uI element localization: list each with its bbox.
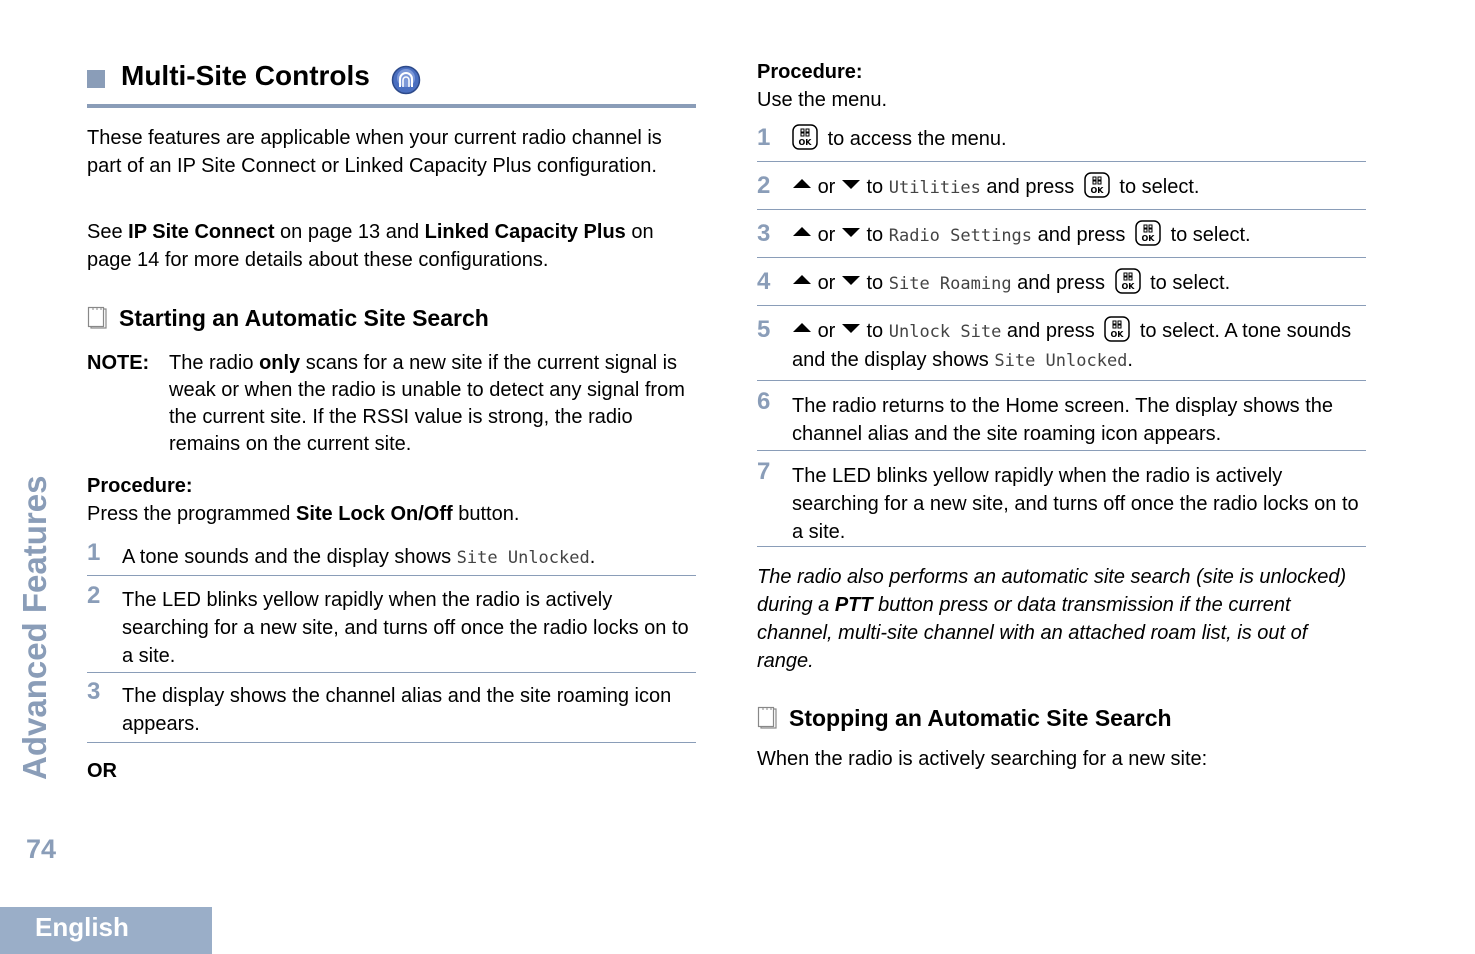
step-text: The radio returns to the Home screen. The display shows the channel alias and the site roaming icon appears. <box>792 395 1334 445</box>
svg-text:OK: OK <box>1110 330 1124 339</box>
step-post: to access the menu. <box>827 128 1007 150</box>
list-item <box>757 124 1366 162</box>
list-item <box>87 539 696 576</box>
up-arrow-icon <box>792 273 812 287</box>
step-to: to <box>866 320 884 342</box>
svg-text:OK: OK <box>1121 282 1135 291</box>
down-arrow-icon <box>841 225 861 239</box>
menu-item-text: Utilities <box>888 178 981 198</box>
step-text <box>792 316 1366 375</box>
page-number: 74 <box>26 834 57 864</box>
down-arrow-icon <box>841 321 861 335</box>
procedure-pre: Press the programmed <box>87 503 296 525</box>
step-to: to <box>866 224 884 246</box>
section-heading <box>87 58 696 108</box>
language-tab: English <box>0 907 212 954</box>
list-item <box>757 388 1366 451</box>
step-or: or <box>817 224 836 246</box>
step-number: 3 <box>757 220 771 247</box>
menu-item-text: Unlock Site <box>888 322 1002 342</box>
stop-intro: When the radio is actively searching for a new site: <box>757 748 1208 770</box>
menu-item-text: Site Roaming <box>888 274 1012 294</box>
subheading-text: Starting an Automatic Site Search <box>119 305 489 331</box>
intro-paragraph: These features are applicable when your current radio channel is part of an IP Site Connect or Linked Capacity Plus configuration. <box>87 127 662 177</box>
step-to: to <box>866 272 884 294</box>
subheading-stop-search <box>757 705 1172 732</box>
note-bold: only <box>259 352 301 374</box>
step-number: 2 <box>757 172 771 199</box>
subheading-start-search <box>87 305 489 332</box>
procedure-label: Procedure: <box>757 61 863 83</box>
step-press: and press <box>1017 272 1105 294</box>
list-item <box>757 458 1366 547</box>
italic-ptt: PTT <box>834 594 873 616</box>
step-text <box>792 124 1366 153</box>
step-number: 5 <box>757 316 771 343</box>
step-pre: A tone sounds and the display shows <box>122 546 457 568</box>
list-item <box>87 582 696 673</box>
step-press: and press <box>1006 320 1095 342</box>
step-number: 4 <box>757 268 771 295</box>
step-press: and press <box>1037 224 1126 246</box>
step-text <box>122 543 696 572</box>
procedure-block <box>87 472 696 528</box>
heading-text: Multi-Site Controls <box>121 60 370 91</box>
heading-square-icon <box>87 70 105 88</box>
note-body <box>169 350 699 458</box>
procedure-post: button. <box>452 503 520 525</box>
procedure-block-menu <box>757 58 1366 114</box>
ok-button-icon <box>1084 172 1110 198</box>
step-number: 2 <box>87 582 101 609</box>
see-ref-ip-site-connect: IP Site Connect <box>128 221 275 243</box>
down-arrow-icon <box>841 177 861 191</box>
or-label: OR <box>87 760 117 782</box>
list-item <box>757 220 1366 258</box>
list-item <box>757 316 1366 381</box>
list-item <box>757 172 1366 210</box>
note-post: scans for a new site if the current signal is weak or when the radio is unable to detect any signal from the current site. If the RSSI value is strong, the radio remains on the current site. <box>169 352 685 455</box>
step-post: to select. <box>1119 176 1200 198</box>
up-arrow-icon <box>792 225 812 239</box>
step-post: to select. <box>1170 224 1251 246</box>
note-label: NOTE: <box>87 352 150 374</box>
svg-text:OK: OK <box>1090 186 1104 195</box>
step-text: The display shows the channel alias and the site roaming icon appears. <box>122 685 672 735</box>
see-paragraph <box>87 218 696 274</box>
see-suffix: on page 14 for more details about these configurations. <box>87 221 654 271</box>
down-arrow-icon <box>841 273 861 287</box>
step-or: or <box>817 320 836 342</box>
procedure-label: Procedure: <box>87 475 193 497</box>
step-post: to select. A tone sounds and the display shows <box>792 320 1352 371</box>
display-text: Site Unlocked <box>994 351 1128 371</box>
step-number: 3 <box>87 678 101 705</box>
ok-button-icon <box>1115 268 1141 294</box>
ip-site-connect-icon <box>391 65 421 95</box>
display-text: Site Unlocked <box>456 548 590 568</box>
step-post: to select. <box>1150 272 1231 294</box>
step-number: 1 <box>757 124 771 151</box>
see-ref-linked-capacity-plus: Linked Capacity Plus <box>424 221 626 243</box>
italic-pre: The radio also performs an automatic site search (site is unlocked) during a <box>757 566 1347 616</box>
ok-button-icon <box>1135 220 1161 246</box>
step-text: The LED blinks yellow rapidly when the radio is actively searching for a new site, and turns off once the radio locks on to a site. <box>122 589 689 667</box>
ok-button-icon <box>1104 316 1130 342</box>
step-number: 1 <box>87 539 101 566</box>
list-item <box>757 268 1366 306</box>
step-press: and press <box>986 176 1075 198</box>
section-title-vertical <box>10 470 60 780</box>
ok-button-icon <box>792 124 818 150</box>
svg-text:OK: OK <box>1141 234 1155 243</box>
procedure-text: Use the menu. <box>757 89 888 111</box>
svg-text:OK: OK <box>798 138 812 147</box>
note-pre: The radio <box>169 352 260 374</box>
step-number: 7 <box>757 458 771 485</box>
step-or: or <box>817 272 836 294</box>
italic-paragraph <box>757 563 1366 675</box>
section-title-text: Advanced Features <box>16 475 53 780</box>
step-text <box>792 172 1366 202</box>
step-or: or <box>817 176 836 198</box>
procedure-button-name: Site Lock On/Off <box>295 503 453 525</box>
step-text: The LED blinks yellow rapidly when the radio is actively searching for a new site, and turns off once the radio locks on to a site. <box>792 465 1359 543</box>
step-text <box>792 268 1366 298</box>
step-to: to <box>866 176 884 198</box>
up-arrow-icon <box>792 321 812 335</box>
italic-post: button press or data transmission if the current channel, multi-site channel with an attached roam list, is out of range. <box>757 594 1308 672</box>
see-prefix: See <box>87 221 129 243</box>
list-item <box>87 678 696 743</box>
step-number: 6 <box>757 388 771 415</box>
subheading-text: Stopping an Automatic Site Search <box>789 705 1172 731</box>
see-mid: on page 13 and <box>274 221 425 243</box>
step-post: . <box>589 546 596 568</box>
menu-item-text: Radio Settings <box>888 226 1033 246</box>
step-text <box>792 220 1366 250</box>
step-end: . <box>1127 349 1133 371</box>
up-arrow-icon <box>792 177 812 191</box>
notepad-icon <box>757 706 779 730</box>
note-block <box>87 350 696 460</box>
notepad-icon <box>87 306 109 330</box>
